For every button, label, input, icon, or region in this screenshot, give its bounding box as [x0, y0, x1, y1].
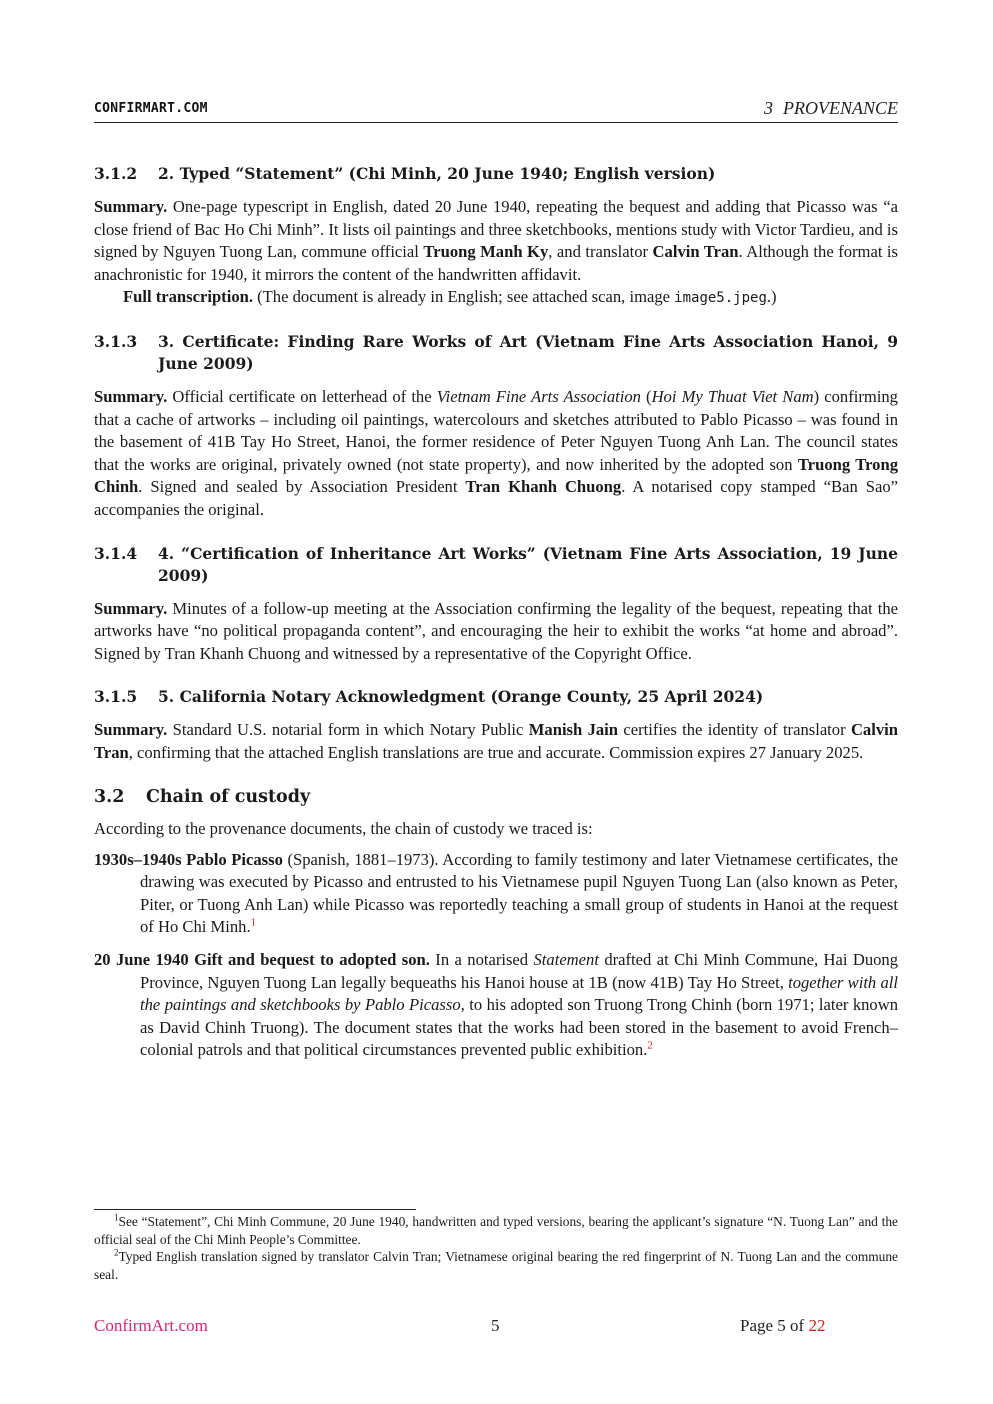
header-section-name: PROVENANCE — [783, 98, 898, 118]
footnote-ref[interactable]: 1 — [250, 916, 257, 929]
summary-paragraph — [94, 386, 898, 522]
custody-term: 20 June 1940 Gift and bequest to adopted son. — [94, 950, 430, 970]
summary-text: , confirming that the attached English translations are true and accurate. Commission expires 27 January 2025. — [128, 742, 864, 762]
section-heading-3-2 — [94, 786, 898, 809]
footnote-text: Typed English translation signed by translator Calvin Tran; Vietnamese original bearing the red fingerprint of N. Tuong Lan and the commune seal. — [94, 1249, 898, 1282]
section-heading-3-1-3 — [94, 331, 898, 375]
section-title: Chain of custody — [146, 786, 311, 807]
summary-label: Summary. — [94, 720, 168, 740]
person-name: Calvin Tran — [94, 720, 898, 762]
section-title: 2. Typed “Statement” (Chi Minh, 20 June 1940; English version) — [158, 164, 716, 183]
section-heading-3-1-5 — [94, 686, 898, 708]
header-section-title — [764, 98, 898, 119]
total-pages-link[interactable]: 22 — [808, 1316, 826, 1335]
footnote-2 — [94, 1248, 898, 1283]
custody-term: 1930s–1940s Pablo Picasso — [94, 849, 283, 869]
transcription-label: Full transcription. — [123, 287, 253, 307]
section-number: 3.1.5 — [94, 687, 138, 707]
transcription-paragraph — [94, 286, 898, 310]
quoted-text: together with all the paintings and sketchbooks by Pablo Picasso — [140, 972, 898, 1015]
transcription-text: (The document is already in English; see attached scan, image — [253, 287, 675, 307]
section-number: 3.1.3 — [94, 331, 138, 351]
person-name: Truong Trong Chinh — [94, 454, 898, 497]
running-header — [94, 98, 898, 123]
footnote-mark: 1 — [114, 1212, 119, 1223]
summary-text: Standard U.S. notarial form in which Notary Public — [167, 720, 529, 740]
association-name: Vietnam Fine Arts Association — [436, 386, 641, 406]
section-number: 3.2 — [94, 786, 125, 807]
summary-label: Summary. — [94, 197, 168, 216]
summary-paragraph — [94, 719, 898, 764]
section-title: 3. Certificate: Finding Rare Works of Art (Vietnam Fine Arts Association Hanoi, 9 June 2009) — [158, 331, 898, 373]
footnote-1 — [94, 1213, 898, 1248]
summary-paragraph — [94, 598, 898, 666]
intro-paragraph: According to the provenance documents, the chain of custody we traced is: — [94, 819, 593, 839]
header-section-number: 3 — [764, 98, 773, 118]
file-name: image5.jpeg — [674, 290, 767, 307]
summary-text: ( — [640, 386, 652, 406]
association-name-vietnamese: Hoi My Thuat Viet Nam — [651, 386, 814, 406]
person-name: Tran Khanh Chuong — [465, 477, 622, 497]
document-name: Statement — [533, 950, 599, 970]
summary-label: Summary. — [94, 386, 168, 406]
page-prefix: Page 5 of — [740, 1316, 809, 1335]
custody-item — [94, 949, 898, 1062]
custody-item — [94, 849, 898, 939]
footer-site-link[interactable]: ConfirmArt.com — [94, 1316, 208, 1335]
section-number: 3.1.2 — [94, 164, 138, 183]
section-number: 3.1.4 — [94, 543, 138, 563]
footnote-ref[interactable]: 2 — [647, 1039, 653, 1052]
person-name: Truong Manh Ky — [423, 242, 549, 262]
summary-text: ) confirming that a cache of artworks – including oil paintings, watercolours and sketches attributed to Pablo Picasso – was found in the basement of 41B Tay Ho Street, Hanoi, the former residence of Peter Nguyen Tuong Anh Lan. The council states that the works are original, privately owned (not state property), and now inherited by the adopted son — [94, 386, 898, 474]
summary-text: . Although the format is anachronistic for 1940, it mirrors the content of the handwritten affidavit. — [94, 242, 898, 284]
footnote-rule — [94, 1209, 416, 1210]
custody-text: , to his adopted son Truong Trong Chinh (born 1971; later known as David Chinh Truong). The document states that the works had been stored in the basement to avoid French–colonial patrols and that political circumstances prevented public exhibition. — [140, 995, 898, 1060]
custody-text: (Spanish, 1881–1973). According to family testimony and later Vietnamese certificates, the drawing was executed by Picasso and entrusted to his Vietnamese pupil Nguyen Tuong Lan (also known as Peter, Piter, or Tuong Anh Lan) while Picasso was reportedly teaching a small group of students in Hanoi at the request of Ho Chi Minh. — [140, 849, 898, 937]
section-heading-3-1-2 — [94, 163, 898, 185]
summary-text: One-page typescript in English, dated 20 June 1940, repeating the bequest and adding that Picasso was “a close friend of Bac Ho Chi Minh”. It lists oil paintings and three sketchbooks, mentions study with Victor Tardieu, and is signed by Nguyen Tuong Lan, commune official — [94, 197, 898, 262]
section-heading-3-1-4 — [94, 543, 898, 587]
custody-text: drafted at Chi Minh Commune, Hai Duong Province, Nguyen Tuong Lan legally bequeaths his Hanoi house at 1B (now 41B) Tay Ho Street, — [140, 950, 899, 992]
transcription-text: .) — [766, 287, 777, 307]
site-logo: CONFIRMART.COM — [94, 101, 208, 116]
summary-text: Minutes of a follow-up meeting at the Association confirming the legality of the bequest, repeating that the artworks have “no political propaganda content”, and encouraging the heir to exhibit the works “at home and abroad”. Signed by Tran Khanh Chuong and witnessed by a representative of the Copyright Office. — [94, 598, 898, 663]
custody-text: In a notarised — [429, 950, 534, 970]
person-name: Manish Jain — [528, 720, 619, 740]
footnote-mark: 2 — [114, 1247, 119, 1258]
summary-text: . Signed and sealed by Association President — [138, 477, 466, 497]
summary-paragraph — [94, 196, 898, 286]
section-title: 5. California Notary Acknowledgment (Orange County, 25 April 2024) — [158, 687, 764, 707]
footer-page-count — [740, 1316, 825, 1336]
section-title: 4. “Certification of Inheritance Art Works” (Vietnam Fine Arts Association, 19 June 2009) — [158, 543, 898, 585]
summary-text: . A notarised copy stamped “Ban Sao” accompanies the original. — [94, 477, 898, 519]
summary-text: certifies the identity of translator — [618, 720, 851, 740]
summary-text: Official certificate on letterhead of the — [167, 386, 437, 406]
person-name: Calvin Tran — [652, 242, 739, 262]
footer-page-number: 5 — [491, 1316, 500, 1335]
summary-text: , and translator — [548, 242, 653, 262]
footnote-text: See “Statement”, Chi Minh Commune, 20 June 1940, handwritten and typed versions, bearing the applicant’s signature “N. Tuong Lan” and the official seal of the Chi Minh People’s Committee. — [94, 1214, 898, 1247]
summary-label: Summary. — [94, 598, 168, 618]
page-footer — [94, 1316, 898, 1338]
footnotes — [94, 1209, 898, 1283]
main-content — [94, 163, 898, 1072]
